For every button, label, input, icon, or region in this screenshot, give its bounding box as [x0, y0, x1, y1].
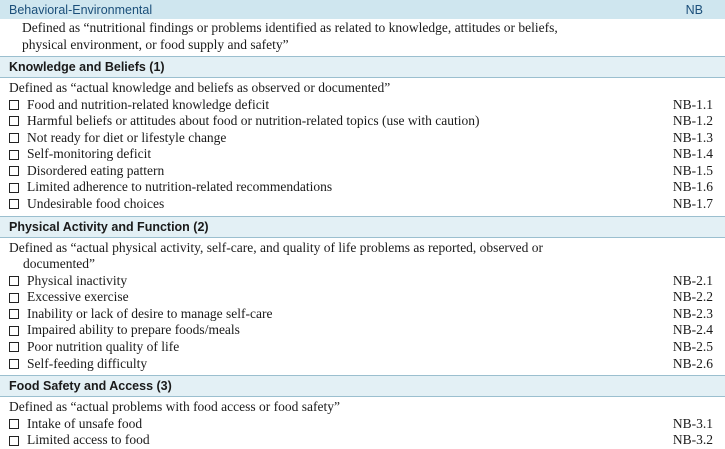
section-knowledge-beliefs	[0, 78, 725, 213]
list-item: Undesirable food choices NB-1.7	[0, 196, 725, 213]
section-definition: Defined as “actual problems with food access or food safety”	[9, 399, 341, 415]
checkbox-icon[interactable]	[9, 116, 19, 126]
section-food-safety	[0, 397, 725, 449]
list-item: Food and nutrition-related knowledge deficit NB-1.1	[0, 97, 725, 114]
checkbox-icon[interactable]	[9, 342, 19, 352]
section-definition: Defined as “actual knowledge and beliefs as observed or documented”	[9, 80, 391, 95]
list-item: Physical inactivity NB-2.1	[0, 273, 725, 290]
section-heading: Physical Activity and Function (2)	[0, 216, 725, 238]
list-item: Intake of unsafe food NB-3.1	[0, 416, 725, 433]
checkbox-icon[interactable]	[9, 419, 19, 429]
checkbox-icon[interactable]	[9, 150, 19, 160]
list-item: Impaired ability to prepare foods/meals NB-2.4	[0, 322, 725, 339]
list-item: Not ready for diet or lifestyle change NB-1.3	[0, 130, 725, 147]
checkbox-icon[interactable]	[9, 326, 19, 336]
list-item: Self-feeding difficulty NB-2.6	[0, 356, 725, 373]
checkbox-icon[interactable]	[9, 309, 19, 319]
checkbox-icon[interactable]	[9, 359, 19, 369]
list-item: Inability or lack of desire to manage self-care NB-2.3	[0, 306, 725, 323]
checkbox-icon[interactable]	[9, 199, 19, 209]
section-definition: Defined as “actual physical activity, self-care, and quality of life problems as reported, observed or documented”	[9, 239, 544, 272]
section-heading: Knowledge and Beliefs (1)	[0, 56, 725, 78]
list-item: Limited access to food NB-3.2	[0, 432, 725, 449]
list-item: Excessive exercise NB-2.2	[0, 289, 725, 306]
checkbox-icon[interactable]	[9, 100, 19, 110]
list-item: Limited adherence to nutrition-related recommendations NB-1.6	[0, 179, 725, 196]
section-physical-activity	[0, 238, 725, 373]
checkbox-icon[interactable]	[9, 436, 19, 446]
checkbox-icon[interactable]	[9, 276, 19, 286]
checkbox-icon[interactable]	[9, 183, 19, 193]
table-title-row	[0, 0, 725, 19]
section-heading: Food Safety and Access (3)	[0, 375, 725, 397]
table-code: NB	[685, 2, 703, 17]
domain-definition: Defined as “nutritional findings or problems identified as related to knowledge, attitudes or beliefs, physical environment, or food supply and safety”	[22, 20, 558, 52]
list-item: Self-monitoring deficit NB-1.4	[0, 146, 725, 163]
table-title: Behavioral-Environmental	[9, 2, 153, 17]
list-item: Poor nutrition quality of life NB-2.5	[0, 339, 725, 356]
list-item: Disordered eating pattern NB-1.5	[0, 163, 725, 180]
checkbox-icon[interactable]	[9, 293, 19, 303]
list-item: Harmful beliefs or attitudes about food or nutrition-related topics (use with caution) NB-1.2	[0, 113, 725, 130]
checkbox-icon[interactable]	[9, 166, 19, 176]
checkbox-icon[interactable]	[9, 133, 19, 143]
